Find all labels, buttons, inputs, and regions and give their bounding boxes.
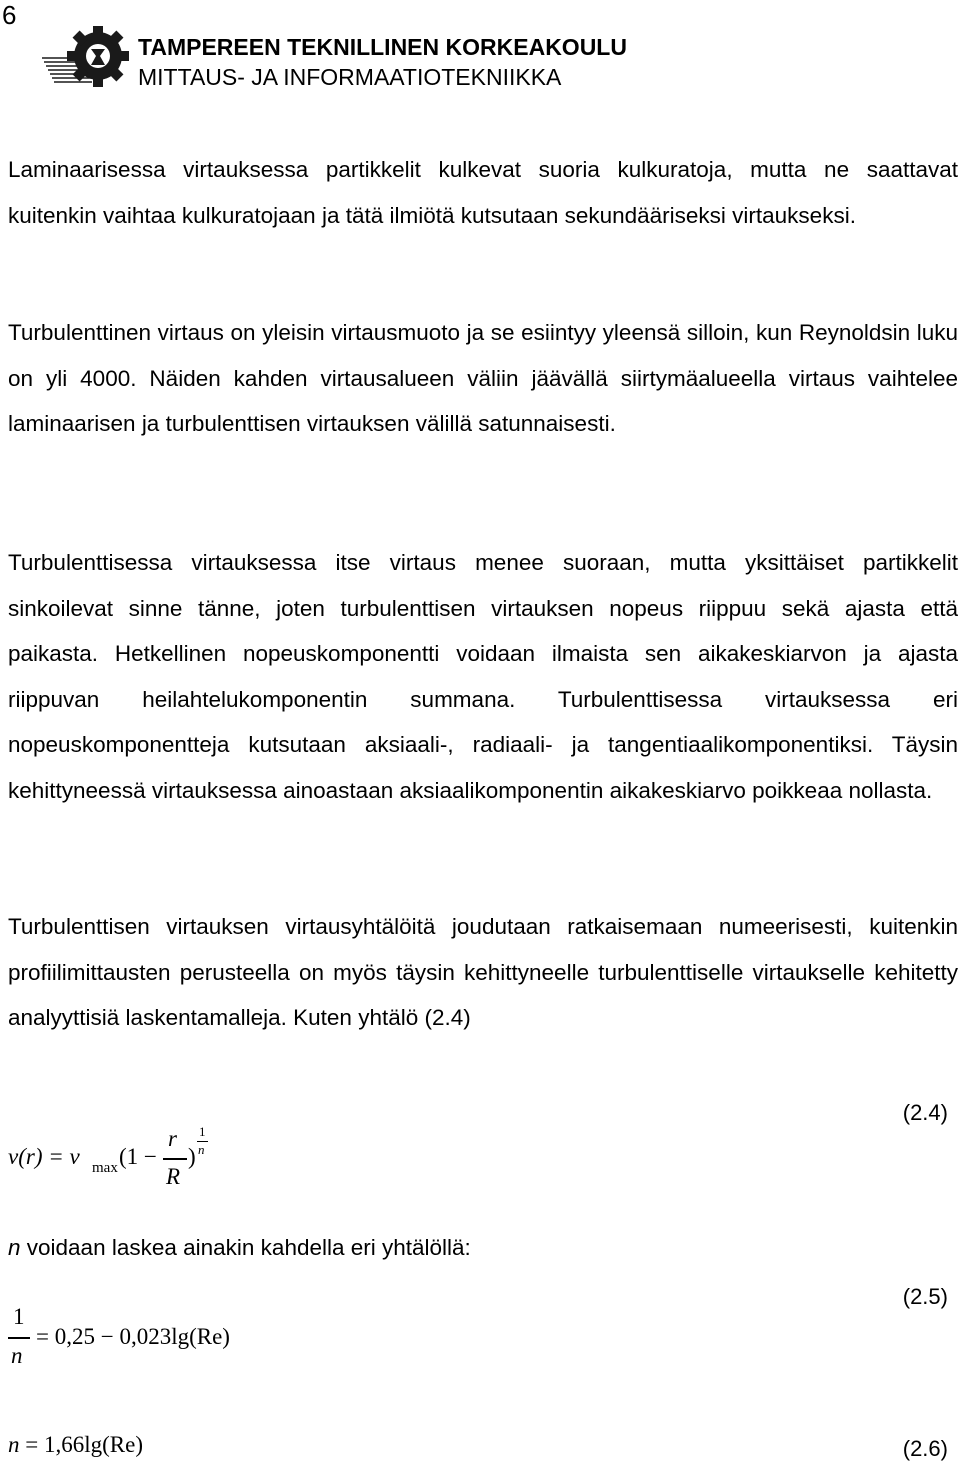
university-logo-gear-icon xyxy=(40,26,140,96)
header xyxy=(138,32,627,92)
equation-number: (2.4) xyxy=(902,1100,948,1125)
equation-frac-den: R xyxy=(166,1164,181,1189)
equation-subscript: max xyxy=(92,1160,118,1176)
paragraph-4: Turbulenttisen virtauksen virtausyhtälöitä joudutaan ratkaisemaan numeerisesti, kuitenkin profiilimittausten perusteella on myös täysin kehittyneelle turbulenttiselle virtaukselle kehitetty analyyttisiä laskentamalleja. Kuten yhtälö (2.4) xyxy=(8,914,958,1030)
university-name: TAMPEREEN TEKNILLINEN KORKEAKOULU xyxy=(138,34,627,60)
equation-number: (2.6) xyxy=(902,1436,948,1461)
equation-close: ) xyxy=(188,1144,196,1169)
equation-rhs: = 0,25 − 0,023lg(Re) xyxy=(36,1324,230,1349)
fraction-bar xyxy=(163,1158,187,1160)
intro-text: voidaan laskea ainakin kahdella eri yhtälöllä: xyxy=(20,1235,471,1260)
equation-open: (1 − xyxy=(119,1144,157,1169)
equation-body xyxy=(8,1432,143,1458)
paragraph-1: Laminaarisessa virtauksessa partikkelit kulkevat suoria kulkuratoja, mutta ne saattavat kuitenkin vaihtaa kulkuratojaan ja tätä ilmiötä kutsutaan sekundääriseksi virtaukseksi. xyxy=(8,157,958,228)
paragraph-3: Turbulenttisessa virtauksessa itse virtaus menee suoraan, mutta yksittäiset partikkelit sinkoilevat sinne tänne, joten turbulenttisen virtauksen nopeus riippuu sekä ajasta että paikasta. Hetkellinen nopeuskomponentti voidaan ilmaista sen aikakeskiarvon ja ajasta riippuvan heilahtelukomponentin summana. Turbulenttisessa virtauksessa eri nopeuskomponentteja kutsutaan aksiaali-, radiaali- ja tangentiaalikomponentiksi. Täysin kehittyneessä virtauksessa ainoastaan aksiaalikomponentin aikakeskiarvo poikkeaa nollasta. xyxy=(8,550,958,803)
equation-number: (2.5) xyxy=(902,1284,948,1309)
equation-frac-num: r xyxy=(168,1126,177,1151)
department-name: MITTAUS- JA INFORMAATIOTEKNIIKKA xyxy=(138,64,562,90)
paragraph-2: Turbulenttinen virtaus on yleisin virtausmuoto ja se esiintyy yleensä silloin, kun Reynoldsin luku on yli 4000. Näiden kahden virtausalueen väliin jäävällä siirtymäalueella virtaus vaihtelee laminaarisen ja turbulenttisen virtauksen välillä satunnaisesti. xyxy=(8,320,958,436)
equation-rhs: = 1,66lg(Re) xyxy=(19,1432,143,1457)
variable-n: n xyxy=(8,1235,21,1260)
equation-exp-num: 1 xyxy=(199,1124,206,1139)
equation-lhs: v(r) = v xyxy=(8,1144,80,1169)
equation-exp-den: n xyxy=(198,1142,205,1157)
variable-n: n xyxy=(8,1432,20,1457)
equation-intro-text xyxy=(8,1235,471,1261)
equation-frac-den: n xyxy=(11,1343,23,1368)
page-number: 6 xyxy=(2,0,17,30)
fraction-bar xyxy=(8,1337,30,1339)
equation-frac-num: 1 xyxy=(13,1304,25,1329)
